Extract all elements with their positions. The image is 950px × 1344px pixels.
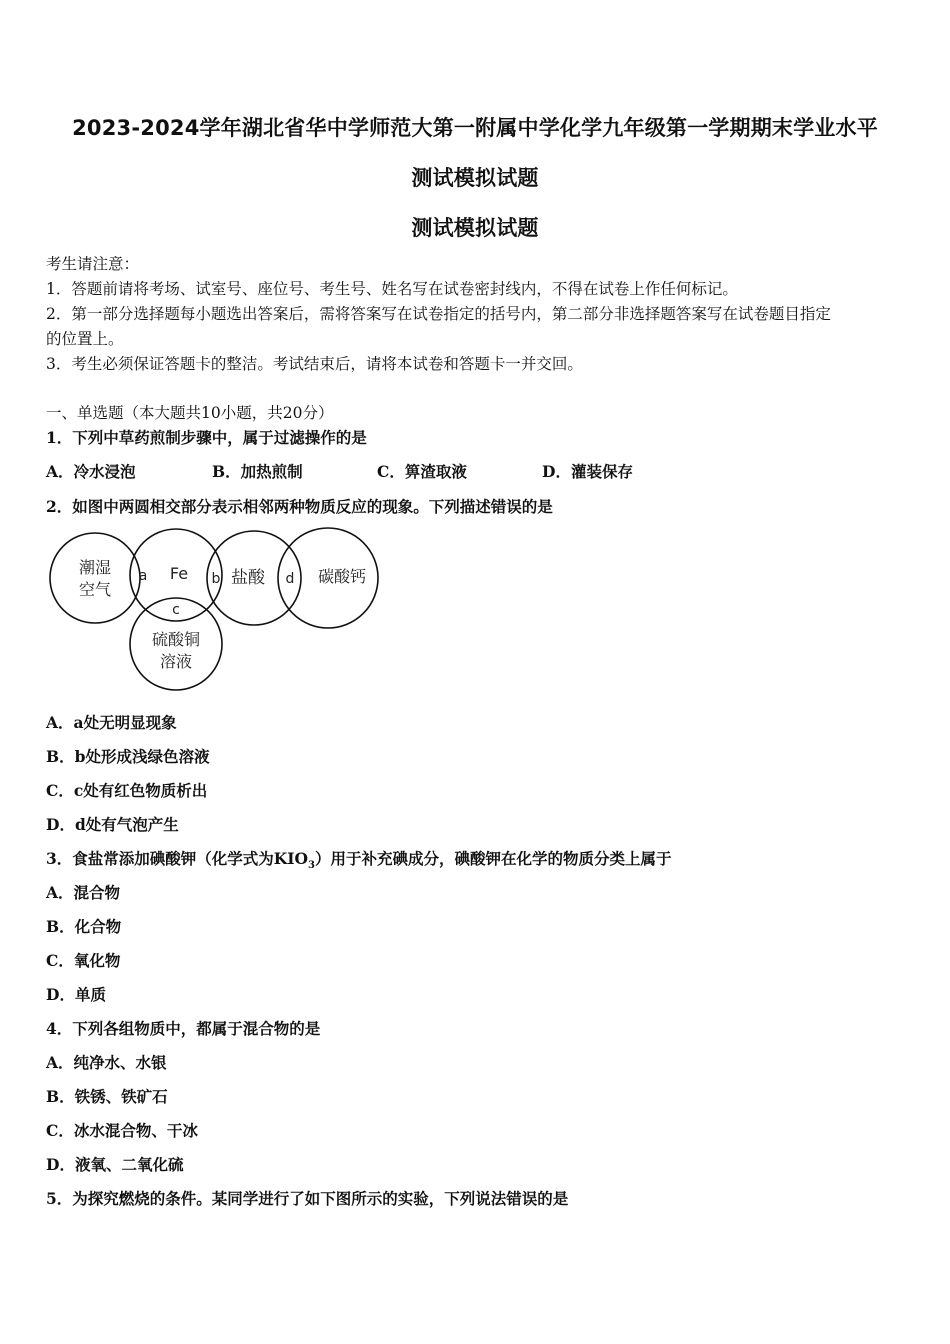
page-title: 2023-2024学年湖北省华中学师范大第一附属中学化学九年级第一学期期末学业水平 [72,116,878,140]
page-subtitle-repeat: 测试模拟试题 [411,216,539,240]
notice-heading: 考生请注意： [46,255,140,273]
circle-3-label: 盐酸 [231,568,265,588]
circle-moist-air [50,533,140,623]
section-heading: 一、单选题（本大题共10小题，共20分） [46,404,334,422]
notice-item-3: 3．考生必须保证答题卡的整洁。考试结束后，请将本试卷和答题卡一并交回。 [46,355,583,373]
intersection-d-label: d [285,571,295,587]
question-2-option-d: D．d处有气泡产生 [46,815,179,834]
question-2-option-a: A．a处无明显现象 [46,713,177,732]
notice-item-2-continued: 的位置上。 [46,330,124,348]
circle-2-label: Fe [169,564,189,583]
intersection-c-label: c [172,602,180,618]
question-5-stem: 5．为探究燃烧的条件。某同学进行了如下图所示的实验，下列说法错误的是 [46,1189,569,1208]
question-3-option-b: B．化合物 [46,917,122,936]
question-2-option-b: B．b处形成浅绿色溶液 [46,747,210,766]
question-3-stem-text: 3．食盐常添加碘酸钾（化学式为KIO [46,849,309,868]
question-1-option-c: C．箅渣取液 [377,462,467,481]
circle-5-label-line2: 溶液 [159,652,193,671]
intersection-a-label: a [138,568,148,584]
circle-1-label-line2: 空气 [78,580,112,599]
question-2-diagram [40,522,390,694]
question-2-stem: 2．如图中两圆相交部分表示相邻两种物质反应的现象。下列描述错误的是 [46,497,553,516]
question-4-option-a: A．纯净水、水银 [46,1053,167,1072]
question-4-option-d: D．液氧、二氧化硫 [46,1155,184,1174]
question-3-formula-subscript: 3 [308,860,315,872]
question-1-stem: 1．下列中草药煎制步骤中，属于过滤操作的是 [46,428,367,447]
question-1-option-d: D．灌装保存 [542,462,633,481]
question-3-option-d: D．单质 [46,985,106,1004]
notice-item-1: 1．答题前请将考场、试室号、座位号、考生号、姓名写在试卷密封线内，不得在试卷上作任何标记。 [46,280,738,298]
question-1-option-b: B．加热煎制 [212,462,303,481]
circle-5-label-line1: 硫酸铜 [151,630,201,649]
intersection-b-label: b [211,571,221,587]
question-3-stem-text-end: ）用于补充碘成分，碘酸钾在化学的物质分类上属于 [314,849,672,868]
question-4-stem: 4．下列各组物质中，都属于混合物的是 [46,1019,321,1038]
question-4-option-b: B．铁锈、铁矿石 [46,1087,168,1106]
page-subtitle: 测试模拟试题 [411,166,539,190]
question-3-option-a: A．混合物 [46,883,121,902]
question-3-option-c: C．氧化物 [46,951,121,970]
question-4-option-c: C．冰水混合物、干冰 [46,1121,198,1140]
question-2-option-c: C．c处有红色物质析出 [46,781,208,800]
circle-1-label-line1: 潮湿 [78,558,112,577]
notice-item-2: 2．第一部分选择题每小题选出答案后，需将答案写在试卷指定的括号内，第二部分非选择题答案写在试卷题目指定 [46,305,831,323]
circle-4-label: 碳酸钙 [317,567,367,586]
question-1-option-a: A．冷水浸泡 [46,462,136,481]
question-3-stem [46,847,672,871]
